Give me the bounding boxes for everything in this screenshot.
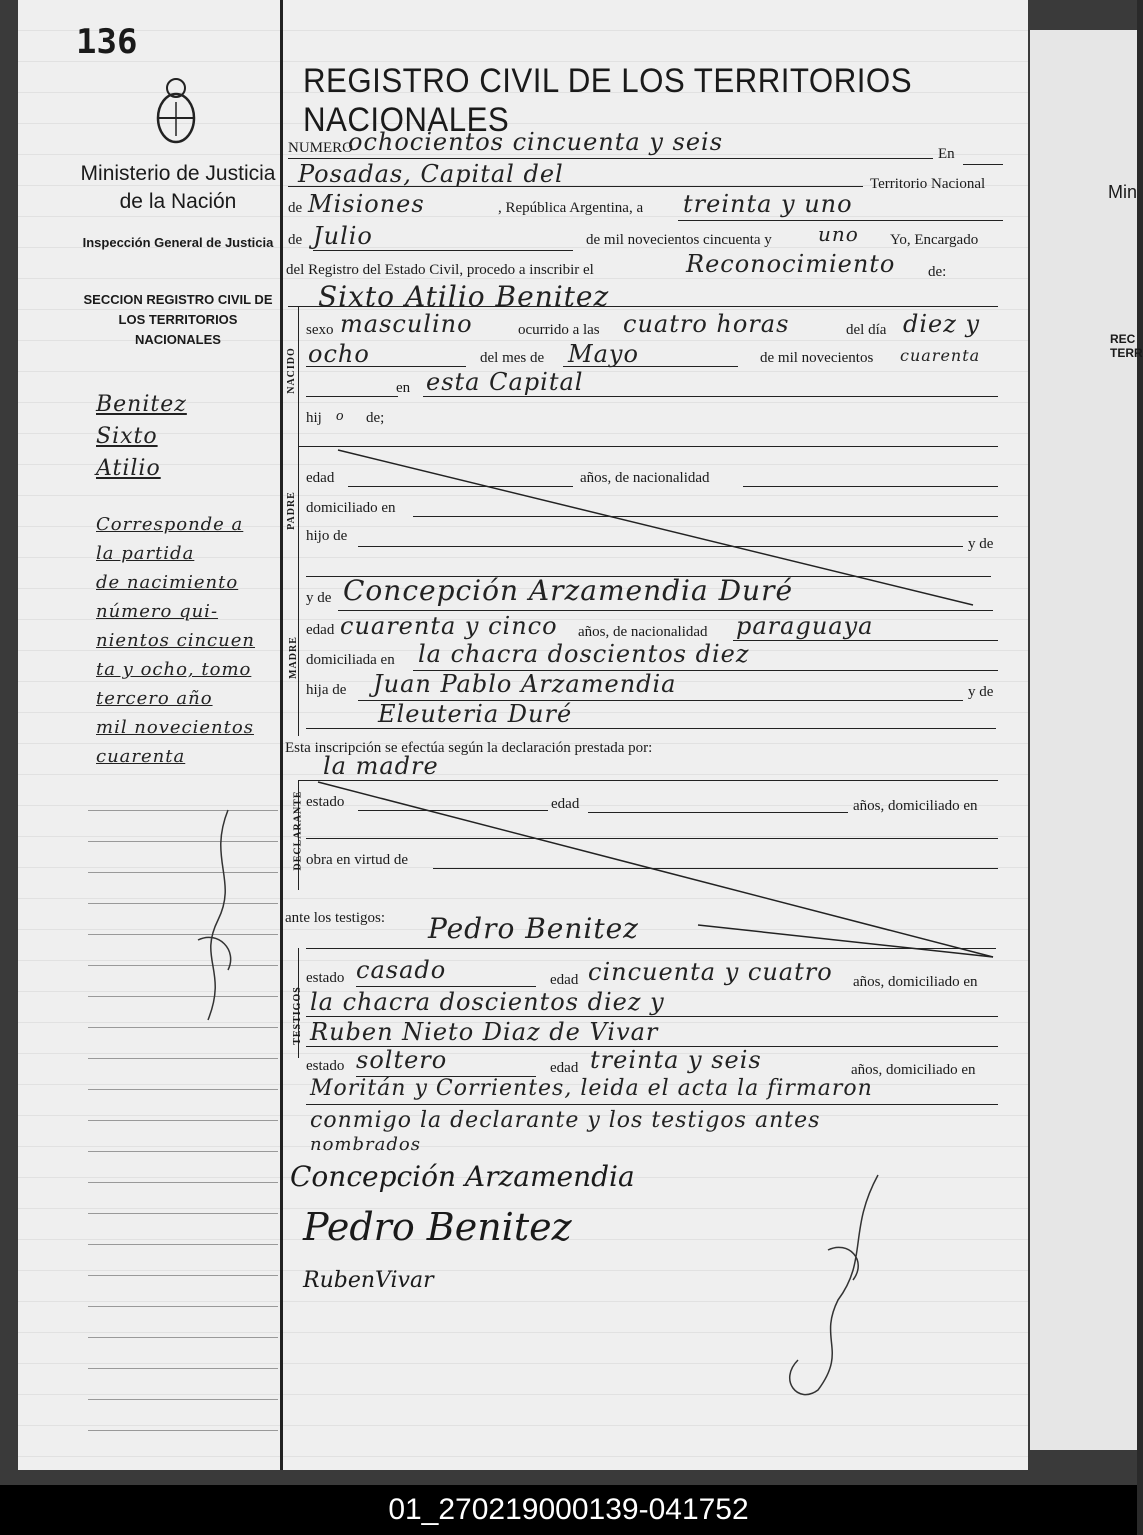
testigo1-address: la chacra doscientos diez y	[310, 988, 665, 1016]
en-label: En	[938, 146, 955, 162]
margin-note-3: de nacimiento	[96, 572, 239, 593]
numero-value: ochocientos cincuenta y seis	[348, 128, 724, 156]
republica-label: , República Argentina, a	[498, 200, 644, 216]
declarante-dom-label: años, domiciliado en	[853, 798, 978, 814]
ministry-title: Ministerio de Justicia de la Nación	[80, 162, 276, 213]
inspection-title: Inspección General de Justicia	[82, 235, 274, 250]
rule	[298, 780, 998, 781]
mes-label: del mes de	[480, 350, 545, 366]
margin-note-2: la partida	[96, 543, 195, 564]
testigo1-edad-label: edad	[550, 972, 579, 988]
rule	[588, 812, 848, 813]
rule	[288, 306, 998, 307]
day-value: treinta y uno	[683, 190, 853, 218]
rule	[348, 486, 573, 487]
place-value: Posadas, Capital del	[298, 160, 564, 188]
testigo1-dom-label: años, domiciliado en	[853, 974, 978, 990]
testigo2-estado-label: estado	[306, 1058, 345, 1074]
registro-label: del Registro del Estado Civil, procedo a inscribir el	[286, 262, 594, 278]
margin-column	[18, 0, 283, 1470]
madre-edad-label: edad	[306, 622, 335, 638]
de-label-2: de	[288, 232, 303, 248]
padre-domicilio-label: domiciliado en	[306, 500, 396, 516]
rule	[288, 158, 933, 159]
official-signature-scribble	[758, 1170, 898, 1410]
section-divider	[298, 446, 299, 586]
rule	[313, 250, 573, 251]
declarant-value: la madre	[323, 752, 439, 780]
testigos-side-label: TESTIGOS	[291, 986, 303, 1045]
padre-nac-label: años, de nacionalidad	[580, 470, 710, 486]
rule	[306, 728, 996, 729]
encargado-label: Yo, Encargado	[890, 232, 979, 248]
testigo1-age: cincuenta y cuatro	[588, 958, 833, 986]
month2-value: Mayo	[568, 340, 639, 368]
rule	[733, 640, 998, 641]
day2b-value: ocho	[308, 340, 370, 368]
numero-label: NUMERO	[288, 140, 354, 156]
year2-value: cuarenta	[900, 346, 981, 365]
month-value: Julio	[313, 222, 373, 250]
rule	[423, 396, 998, 397]
margin-note-1: Corresponde a	[96, 514, 244, 535]
margin-note-9: cuarenta	[96, 746, 186, 767]
padre-hijo-label: hijo de	[306, 528, 348, 544]
sexo-value: masculino	[340, 310, 473, 338]
signature-declarant: Concepción Arzamendia	[290, 1160, 635, 1193]
witness-strike-line	[698, 925, 998, 965]
de-colon: de:	[928, 264, 947, 280]
sexo-label: sexo	[306, 322, 334, 338]
rule	[678, 220, 1003, 221]
rule	[306, 1016, 998, 1017]
declaration-label: Esta inscripción se efectúa según la declaración prestada por:	[285, 740, 653, 756]
place2-value: esta Capital	[426, 368, 584, 396]
witness2-name: Ruben Nieto Diaz de Vivar	[310, 1018, 659, 1046]
coat-of-arms-icon	[153, 72, 199, 146]
testigo2-address: Moritán y Corrientes, leida el acta la firmaron	[310, 1076, 873, 1101]
rule	[963, 164, 1003, 165]
hour-value: cuatro horas	[623, 310, 790, 338]
person-name: Sixto Atilio Benitez	[318, 280, 610, 313]
padre-yde-label: y de	[968, 536, 994, 552]
register-page	[18, 0, 1028, 1470]
rule	[358, 810, 548, 811]
witness1-name: Pedro Benitez	[428, 912, 639, 945]
testigo1-estado: casado	[356, 956, 447, 984]
madre-name: Concepción Arzamendia Duré	[343, 574, 794, 607]
signature-witness2: RubenVivar	[303, 1268, 434, 1293]
province-value: Misiones	[308, 190, 425, 218]
testigo2-dom-label: años, domiciliado en	[851, 1062, 976, 1078]
madre-side-label: MADRE	[287, 636, 299, 679]
testigos-label: ante los testigos:	[285, 910, 385, 926]
dia-label: del día	[846, 322, 887, 338]
rule	[413, 516, 998, 517]
act-value: Reconocimiento	[686, 250, 896, 278]
year-label: de mil novecientos cincuenta y	[586, 232, 772, 248]
territorio-label: Territorio Nacional	[870, 176, 986, 192]
margin-note-7: tercero año	[96, 688, 213, 709]
de-label: de	[288, 200, 303, 216]
rule	[356, 986, 536, 987]
hijo-de: de;	[366, 410, 385, 426]
madre-yde-label: y de	[306, 590, 332, 606]
madre-nationality: paraguaya	[736, 612, 874, 640]
closing-line-2: nombrados	[310, 1134, 421, 1155]
next-page-text-mid: REC TERR	[1110, 332, 1143, 360]
madre-hija-label: hija de	[306, 682, 347, 698]
section-title: SECCION REGISTRO CIVIL DE LOS TERRITORIOS NACIONALES	[83, 292, 273, 347]
margin-name-2: Sixto	[96, 424, 158, 449]
rule	[338, 610, 993, 611]
ocurrido-label: ocurrido a las	[518, 322, 600, 338]
section-divider	[298, 306, 299, 446]
madre-address: la chacra doscientos diez	[418, 640, 750, 668]
margin-note-8: mil novecientos	[96, 717, 254, 738]
hijo-mark: o	[336, 408, 344, 424]
closing-line-1: conmigo la declarante y los testigos antes	[310, 1108, 821, 1133]
declarante-estado-label: estado	[306, 794, 345, 810]
page-number: 136	[76, 22, 138, 62]
rule	[306, 838, 998, 839]
padre-side-label: PADRE	[285, 491, 297, 530]
next-page-edge	[1030, 30, 1143, 1450]
testigo2-edad-label: edad	[550, 1060, 579, 1076]
next-page-text-top: Min	[1108, 182, 1138, 202]
declarante-obra-label: obra en virtud de	[306, 852, 409, 868]
testigo2-estado: soltero	[356, 1046, 448, 1074]
madre-father: Juan Pablo Arzamendia	[373, 670, 677, 698]
scan-id-bar: 01_270219000139-041752	[0, 1485, 1137, 1535]
declarante-edad-label: edad	[551, 796, 580, 812]
mil-label: de mil novecientos	[760, 350, 874, 366]
rule	[306, 396, 398, 397]
madre-yde2-label: y de	[968, 684, 994, 700]
nacido-side-label: NACIDO	[285, 347, 297, 394]
madre-nac-label: años, de nacionalidad	[578, 624, 708, 640]
rule	[433, 868, 998, 869]
margin-note-4: número qui-	[96, 601, 219, 622]
testigo2-age: treinta y seis	[590, 1046, 762, 1074]
rule	[358, 546, 963, 547]
margin-note-5: nientos cincuen	[96, 630, 255, 651]
testigo1-estado-label: estado	[306, 970, 345, 986]
margin-name-1: Benitez	[96, 392, 187, 417]
margin-name-3: Atilio	[96, 456, 161, 481]
rule	[298, 446, 998, 447]
rule	[743, 486, 998, 487]
rule	[288, 186, 863, 187]
rule	[306, 1104, 998, 1105]
rule	[563, 366, 738, 367]
margin-signature-scribble	[168, 800, 258, 1040]
year-value: uno	[818, 222, 859, 246]
madre-domicilio-label: domiciliada en	[306, 652, 395, 668]
margin-note-6: ta y ocho, tomo	[96, 659, 252, 680]
day2-value: diez y	[903, 310, 981, 338]
madre-age: cuarenta y cinco	[340, 612, 558, 640]
declarante-side-label: DECLARANTE	[292, 790, 304, 871]
signature-witness1: Pedro Benitez	[303, 1205, 572, 1249]
padre-edad-label: edad	[306, 470, 335, 486]
form-title: REGISTRO CIVIL DE LOS TERRITORIOS NACIONALES	[303, 62, 913, 139]
hijo-label: hij	[306, 410, 322, 426]
madre-mother: Eleuteria Duré	[378, 700, 573, 728]
rule	[306, 366, 466, 367]
en2-label: en	[396, 380, 411, 396]
